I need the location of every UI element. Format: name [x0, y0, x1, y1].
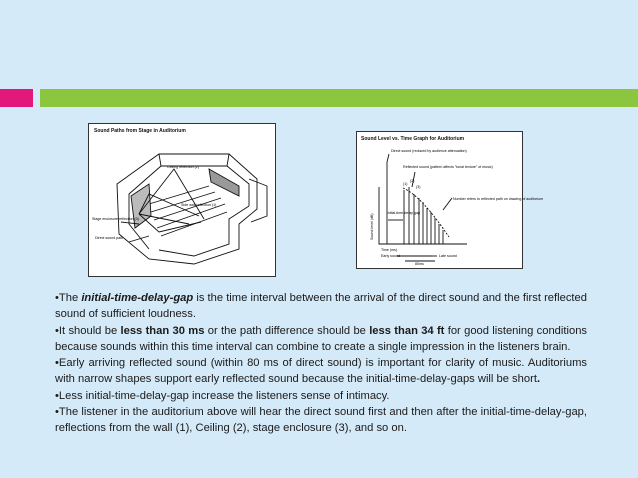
graph-ylabel: Sound level (dB)	[370, 213, 374, 240]
accent-bar-green	[40, 89, 638, 107]
label-late-sound: Late sound	[439, 254, 457, 258]
threshold-ft: less than 34 ft	[369, 324, 445, 337]
label-stage-enclosure-reflection: Stage enclosure reflection (3)	[92, 217, 139, 221]
label-n3: (3)	[416, 185, 421, 189]
label-ceiling-reflection: Ceiling reflection (2)	[167, 165, 199, 169]
label-80ms: 80ms	[415, 262, 424, 266]
graph-xlabel: Time (ms)	[381, 248, 398, 252]
label-number-refers: Number refers to reflected path on drawing of auditorium	[453, 197, 544, 201]
figure-left-title: Sound Paths from Stage in Auditorium	[94, 128, 186, 134]
accent-bar-pink	[0, 89, 33, 107]
threshold-ms: less than 30 ms	[120, 324, 205, 337]
paragraph-threshold: •It should be less than 30 ms or the path difference should be less than 34 ft for good listening conditions because sounds within this time interval can combine to create a single impression in the listeners brain.	[55, 324, 588, 353]
paragraph-listener: •The listener in the auditorium above will hear the direct sound first and then after the initial-time-delay-gap, reflections from the wall (1), Ceiling (2), stage enclosure (3), and so on.	[55, 406, 587, 435]
label-side-wall-reflection: Side wall reflection (1)	[181, 203, 217, 207]
label-itdg: initial-time-delay gap	[387, 211, 420, 215]
paragraph-early-reflections: •Early arriving reflected sound (within 80 ms of direct sound) is important for clarity of music. Auditoriums with narrow shapes support early reflected sound because the initial-time-delay-gaps will be short.	[55, 357, 587, 386]
figure-right-title: Sound Level vs. Time Graph for Auditorium	[361, 136, 465, 142]
label-n1: (1)	[403, 182, 408, 186]
label-reflected-sound: Reflected sound (pattern affects "tonal texture" of music)	[403, 165, 493, 169]
label-direct-sound: Direct sound (reduced by audience attenuation)	[391, 149, 467, 153]
paragraph-itdg-definition: •The initial-time-delay-gap is the time interval between the arrival of the direct sound and the first reflected sound of sufficient loudness.	[55, 292, 587, 321]
auditorium-drawing	[89, 124, 275, 276]
sound-level-graph	[357, 132, 544, 268]
paragraph-intimacy: •Less initial-time-delay-gap increase the listeners sense of intimacy.	[55, 389, 390, 402]
sound-level-time-graph-figure	[356, 131, 544, 269]
slide-body-text	[55, 290, 587, 437]
term-itdg: initial-time-delay-gap	[81, 292, 194, 304]
label-direct-sound-path: Direct sound path	[95, 236, 124, 240]
label-n2: (2)	[410, 179, 415, 183]
label-early-sound: Early sound	[381, 254, 400, 258]
auditorium-sound-paths-figure	[88, 123, 276, 277]
